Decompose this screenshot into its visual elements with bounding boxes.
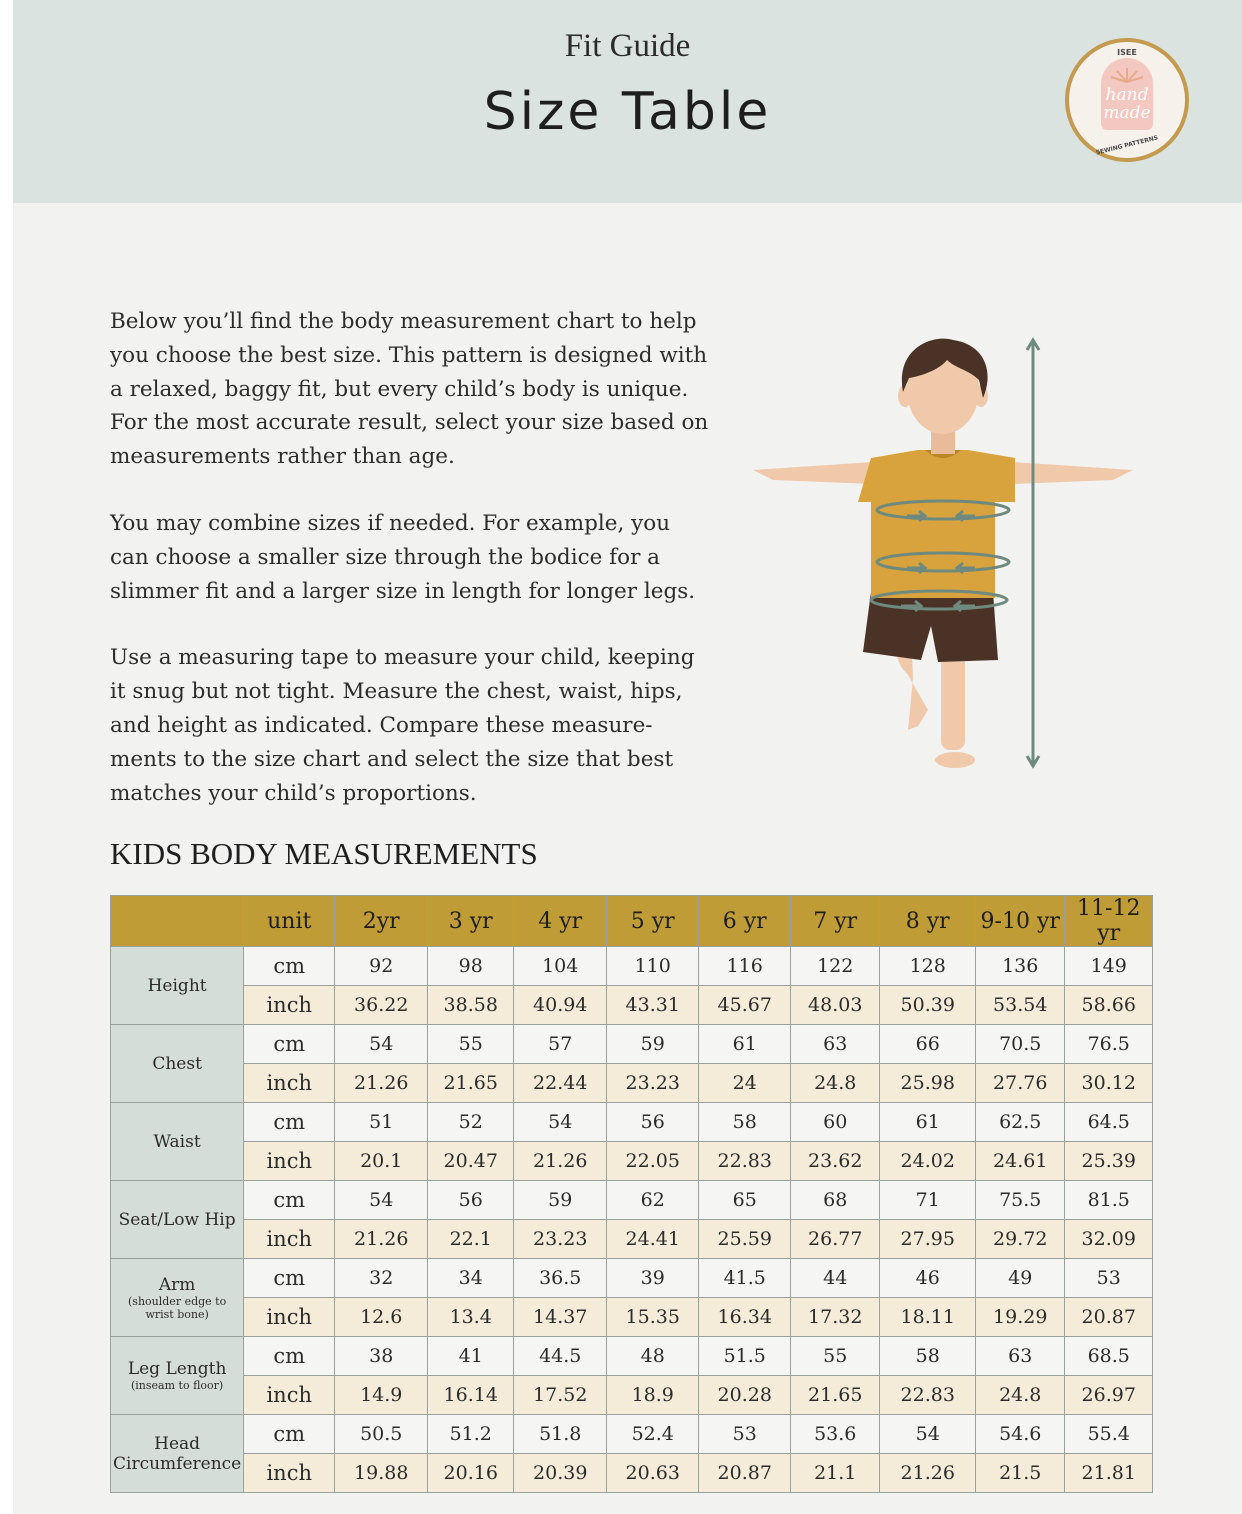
value-cell: 55.4 bbox=[1065, 1415, 1153, 1454]
value-cell: 54 bbox=[880, 1415, 976, 1454]
value-cell: 21.26 bbox=[335, 1064, 428, 1103]
logo-word-made: made bbox=[1103, 103, 1151, 123]
unit-cell: cm bbox=[244, 1415, 335, 1454]
measurement-label-cell bbox=[111, 1181, 244, 1259]
value-cell: 22.83 bbox=[880, 1376, 976, 1415]
value-cell: 59 bbox=[514, 1181, 607, 1220]
value-cell: 21.5 bbox=[976, 1454, 1065, 1493]
value-cell: 23.62 bbox=[791, 1142, 880, 1181]
value-cell: 68.5 bbox=[1065, 1337, 1153, 1376]
page-kicker: Fit Guide bbox=[564, 28, 691, 64]
child-measurement-illustration bbox=[743, 330, 1143, 780]
value-cell: 63 bbox=[791, 1025, 880, 1064]
value-cell: 40.94 bbox=[514, 986, 607, 1025]
value-cell: 21.26 bbox=[880, 1454, 976, 1493]
unit-cell: inch bbox=[244, 986, 335, 1025]
value-cell: 20.1 bbox=[335, 1142, 428, 1181]
measurement-label: Chest bbox=[152, 1053, 202, 1074]
value-cell: 59 bbox=[607, 1025, 699, 1064]
table-row bbox=[111, 1181, 1153, 1220]
value-cell: 110 bbox=[607, 947, 699, 986]
value-cell: 38 bbox=[335, 1337, 428, 1376]
measurement-label-cell bbox=[111, 1337, 244, 1415]
value-cell: 48 bbox=[607, 1337, 699, 1376]
table-row bbox=[111, 1064, 1153, 1103]
value-cell: 13.4 bbox=[428, 1298, 514, 1337]
header-size-cell: 9-10 yr bbox=[976, 896, 1065, 947]
value-cell: 44.5 bbox=[514, 1337, 607, 1376]
value-cell: 26.77 bbox=[791, 1220, 880, 1259]
intro-paragraph-1: Below you’ll find the body measurement chart to help you choose the best size. This pattern is designed with a relaxed, baggy fit, but every child’s body is unique. For the most accurate result, select your size based on measurements rather than age. bbox=[110, 309, 709, 470]
logo-top-text: ISEE bbox=[1117, 48, 1137, 57]
value-cell: 53 bbox=[699, 1415, 791, 1454]
value-cell: 32.09 bbox=[1065, 1220, 1153, 1259]
value-cell: 20.39 bbox=[514, 1454, 607, 1493]
table-row bbox=[111, 1298, 1153, 1337]
unit-cell: cm bbox=[244, 1259, 335, 1298]
measurement-label: Leg Length bbox=[127, 1359, 227, 1379]
value-cell: 55 bbox=[428, 1025, 514, 1064]
brand-logo bbox=[1065, 38, 1189, 162]
header-size-cell: 6 yr bbox=[699, 896, 791, 947]
value-cell: 32 bbox=[335, 1259, 428, 1298]
value-cell: 55 bbox=[791, 1337, 880, 1376]
value-cell: 22.44 bbox=[514, 1064, 607, 1103]
unit-cell: cm bbox=[244, 947, 335, 986]
value-cell: 24.41 bbox=[607, 1220, 699, 1259]
ear-icon bbox=[898, 385, 912, 407]
value-cell: 66 bbox=[880, 1025, 976, 1064]
value-cell: 71 bbox=[880, 1181, 976, 1220]
value-cell: 22.1 bbox=[428, 1220, 514, 1259]
value-cell: 65 bbox=[699, 1181, 791, 1220]
header-size-cell: 11-12 yr bbox=[1065, 896, 1153, 947]
measurement-note: (shoulder edge to wrist bone) bbox=[128, 1294, 227, 1321]
value-cell: 54 bbox=[335, 1025, 428, 1064]
value-cell: 27.76 bbox=[976, 1064, 1065, 1103]
value-cell: 52 bbox=[428, 1103, 514, 1142]
value-cell: 50.5 bbox=[335, 1415, 428, 1454]
table-title: KIDS BODY MEASUREMENTS bbox=[110, 836, 538, 871]
measurement-label-cell bbox=[111, 947, 244, 1025]
logo-bottom-text: SEWING PATTERNS bbox=[1095, 134, 1159, 157]
measurement-label: Height bbox=[147, 975, 207, 996]
value-cell: 122 bbox=[791, 947, 880, 986]
header-size-cell: 4 yr bbox=[514, 896, 607, 947]
page-title: Size Table bbox=[483, 82, 772, 142]
value-cell: 21.1 bbox=[791, 1454, 880, 1493]
unit-cell: cm bbox=[244, 1181, 335, 1220]
value-cell: 17.32 bbox=[791, 1298, 880, 1337]
table-row bbox=[111, 1376, 1153, 1415]
value-cell: 64.5 bbox=[1065, 1103, 1153, 1142]
measurement-label-cell bbox=[111, 1415, 244, 1493]
logo-arch bbox=[1101, 58, 1153, 130]
value-cell: 149 bbox=[1065, 947, 1153, 986]
measurement-label: Arm bbox=[158, 1274, 196, 1295]
table-row bbox=[111, 1415, 1153, 1454]
value-cell: 20.87 bbox=[1065, 1298, 1153, 1337]
value-cell: 50.39 bbox=[880, 986, 976, 1025]
table-row bbox=[111, 947, 1153, 986]
unit-cell: cm bbox=[244, 1025, 335, 1064]
value-cell: 38.58 bbox=[428, 986, 514, 1025]
value-cell: 15.35 bbox=[607, 1298, 699, 1337]
value-cell: 20.63 bbox=[607, 1454, 699, 1493]
value-cell: 36.5 bbox=[514, 1259, 607, 1298]
table-row bbox=[111, 986, 1153, 1025]
page-header bbox=[13, 0, 1242, 203]
value-cell: 58 bbox=[699, 1103, 791, 1142]
value-cell: 22.05 bbox=[607, 1142, 699, 1181]
value-cell: 41.5 bbox=[699, 1259, 791, 1298]
table-row bbox=[111, 1103, 1153, 1142]
value-cell: 19.29 bbox=[976, 1298, 1065, 1337]
value-cell: 14.9 bbox=[335, 1376, 428, 1415]
table-row bbox=[111, 1025, 1153, 1064]
unit-cell: inch bbox=[244, 1220, 335, 1259]
height-arrow-icon bbox=[1027, 340, 1039, 766]
value-cell: 62.5 bbox=[976, 1103, 1065, 1142]
unit-cell: inch bbox=[244, 1064, 335, 1103]
foot-icon bbox=[935, 752, 975, 768]
value-cell: 46 bbox=[880, 1259, 976, 1298]
value-cell: 53 bbox=[1065, 1259, 1153, 1298]
value-cell: 62 bbox=[607, 1181, 699, 1220]
value-cell: 45.67 bbox=[699, 986, 791, 1025]
table-row bbox=[111, 1220, 1153, 1259]
value-cell: 51.2 bbox=[428, 1415, 514, 1454]
value-cell: 24.8 bbox=[976, 1376, 1065, 1415]
value-cell: 24.8 bbox=[791, 1064, 880, 1103]
unit-cell: cm bbox=[244, 1103, 335, 1142]
value-cell: 53.54 bbox=[976, 986, 1065, 1025]
table-row bbox=[111, 1337, 1153, 1376]
value-cell: 24 bbox=[699, 1064, 791, 1103]
value-cell: 49 bbox=[976, 1259, 1065, 1298]
table-header-row bbox=[111, 896, 1153, 947]
unit-cell: inch bbox=[244, 1376, 335, 1415]
value-cell: 22.83 bbox=[699, 1142, 791, 1181]
value-cell: 48.03 bbox=[791, 986, 880, 1025]
measurement-label-cell bbox=[111, 1259, 244, 1337]
value-cell: 25.59 bbox=[699, 1220, 791, 1259]
shorts-icon bbox=[863, 592, 998, 662]
shirt-icon bbox=[858, 450, 1015, 598]
value-cell: 25.98 bbox=[880, 1064, 976, 1103]
value-cell: 57 bbox=[514, 1025, 607, 1064]
value-cell: 63 bbox=[976, 1337, 1065, 1376]
value-cell: 92 bbox=[335, 947, 428, 986]
value-cell: 19.88 bbox=[335, 1454, 428, 1493]
value-cell: 24.02 bbox=[880, 1142, 976, 1181]
measurement-label-cell bbox=[111, 1025, 244, 1103]
value-cell: 104 bbox=[514, 947, 607, 986]
value-cell: 34 bbox=[428, 1259, 514, 1298]
header-size-cell: 8 yr bbox=[880, 896, 976, 947]
table-row bbox=[111, 1454, 1153, 1493]
value-cell: 75.5 bbox=[976, 1181, 1065, 1220]
value-cell: 68 bbox=[791, 1181, 880, 1220]
intro-paragraph-2: You may combine sizes if needed. For example, you can choose a smaller size through the bodice for a slimmer fit and a larger size in length for longer legs. bbox=[110, 510, 696, 604]
value-cell: 70.5 bbox=[976, 1025, 1065, 1064]
measurement-note: (inseam to floor) bbox=[131, 1379, 224, 1392]
value-cell: 54 bbox=[514, 1103, 607, 1142]
measurement-label: Waist bbox=[153, 1131, 201, 1152]
value-cell: 30.12 bbox=[1065, 1064, 1153, 1103]
value-cell: 27.95 bbox=[880, 1220, 976, 1259]
intro-paragraph-3: Use a measuring tape to measure your child, keeping it snug but not tight. Measure the chest, waist, hips, and height as indicated. Compare these measure- ments to the size chart and select the size that best matches your child’s proportions. bbox=[110, 645, 695, 806]
value-cell: 53.6 bbox=[791, 1415, 880, 1454]
value-cell: 52.4 bbox=[607, 1415, 699, 1454]
value-cell: 12.6 bbox=[335, 1298, 428, 1337]
value-cell: 17.52 bbox=[514, 1376, 607, 1415]
value-cell: 21.65 bbox=[428, 1064, 514, 1103]
header-size-cell: 7 yr bbox=[791, 896, 880, 947]
value-cell: 20.47 bbox=[428, 1142, 514, 1181]
value-cell: 26.97 bbox=[1065, 1376, 1153, 1415]
header-unit-cell: unit bbox=[244, 896, 335, 947]
header-size-cell: 3 yr bbox=[428, 896, 514, 947]
left-arm-icon bbox=[753, 462, 873, 484]
value-cell: 51.5 bbox=[699, 1337, 791, 1376]
value-cell: 20.87 bbox=[699, 1454, 791, 1493]
header-corner-cell bbox=[111, 896, 244, 947]
right-arm-icon bbox=[1013, 462, 1133, 484]
header-size-cell: 5 yr bbox=[607, 896, 699, 947]
value-cell: 76.5 bbox=[1065, 1025, 1153, 1064]
value-cell: 56 bbox=[428, 1181, 514, 1220]
measurement-label-cell bbox=[111, 1103, 244, 1181]
value-cell: 21.26 bbox=[514, 1142, 607, 1181]
size-table bbox=[110, 895, 1153, 1493]
header-size-cell: 2yr bbox=[335, 896, 428, 947]
value-cell: 20.28 bbox=[699, 1376, 791, 1415]
value-cell: 43.31 bbox=[607, 986, 699, 1025]
value-cell: 58.66 bbox=[1065, 986, 1153, 1025]
value-cell: 14.37 bbox=[514, 1298, 607, 1337]
measurement-label: Head Circumference bbox=[113, 1433, 242, 1474]
logo-word-hand: hand bbox=[1105, 85, 1149, 105]
value-cell: 51 bbox=[335, 1103, 428, 1142]
value-cell: 51.8 bbox=[514, 1415, 607, 1454]
value-cell: 24.61 bbox=[976, 1142, 1065, 1181]
table-row bbox=[111, 1142, 1153, 1181]
intro-text bbox=[110, 305, 750, 843]
value-cell: 21.81 bbox=[1065, 1454, 1153, 1493]
value-cell: 98 bbox=[428, 947, 514, 986]
unit-cell: cm bbox=[244, 1337, 335, 1376]
value-cell: 23.23 bbox=[514, 1220, 607, 1259]
value-cell: 16.34 bbox=[699, 1298, 791, 1337]
value-cell: 61 bbox=[880, 1103, 976, 1142]
value-cell: 21.26 bbox=[335, 1220, 428, 1259]
value-cell: 29.72 bbox=[976, 1220, 1065, 1259]
value-cell: 16.14 bbox=[428, 1376, 514, 1415]
page bbox=[13, 0, 1242, 1514]
value-cell: 116 bbox=[699, 947, 791, 986]
value-cell: 136 bbox=[976, 947, 1065, 986]
value-cell: 128 bbox=[880, 947, 976, 986]
unit-cell: inch bbox=[244, 1142, 335, 1181]
value-cell: 54 bbox=[335, 1181, 428, 1220]
table-row bbox=[111, 1259, 1153, 1298]
value-cell: 36.22 bbox=[335, 986, 428, 1025]
value-cell: 56 bbox=[607, 1103, 699, 1142]
value-cell: 81.5 bbox=[1065, 1181, 1153, 1220]
measurement-label: Seat/Low Hip bbox=[118, 1209, 236, 1230]
value-cell: 44 bbox=[791, 1259, 880, 1298]
value-cell: 25.39 bbox=[1065, 1142, 1153, 1181]
value-cell: 61 bbox=[699, 1025, 791, 1064]
value-cell: 41 bbox=[428, 1337, 514, 1376]
unit-cell: inch bbox=[244, 1454, 335, 1493]
value-cell: 54.6 bbox=[976, 1415, 1065, 1454]
value-cell: 18.11 bbox=[880, 1298, 976, 1337]
value-cell: 20.16 bbox=[428, 1454, 514, 1493]
value-cell: 60 bbox=[791, 1103, 880, 1142]
value-cell: 21.65 bbox=[791, 1376, 880, 1415]
value-cell: 58 bbox=[880, 1337, 976, 1376]
value-cell: 39 bbox=[607, 1259, 699, 1298]
value-cell: 23.23 bbox=[607, 1064, 699, 1103]
value-cell: 18.9 bbox=[607, 1376, 699, 1415]
unit-cell: inch bbox=[244, 1298, 335, 1337]
